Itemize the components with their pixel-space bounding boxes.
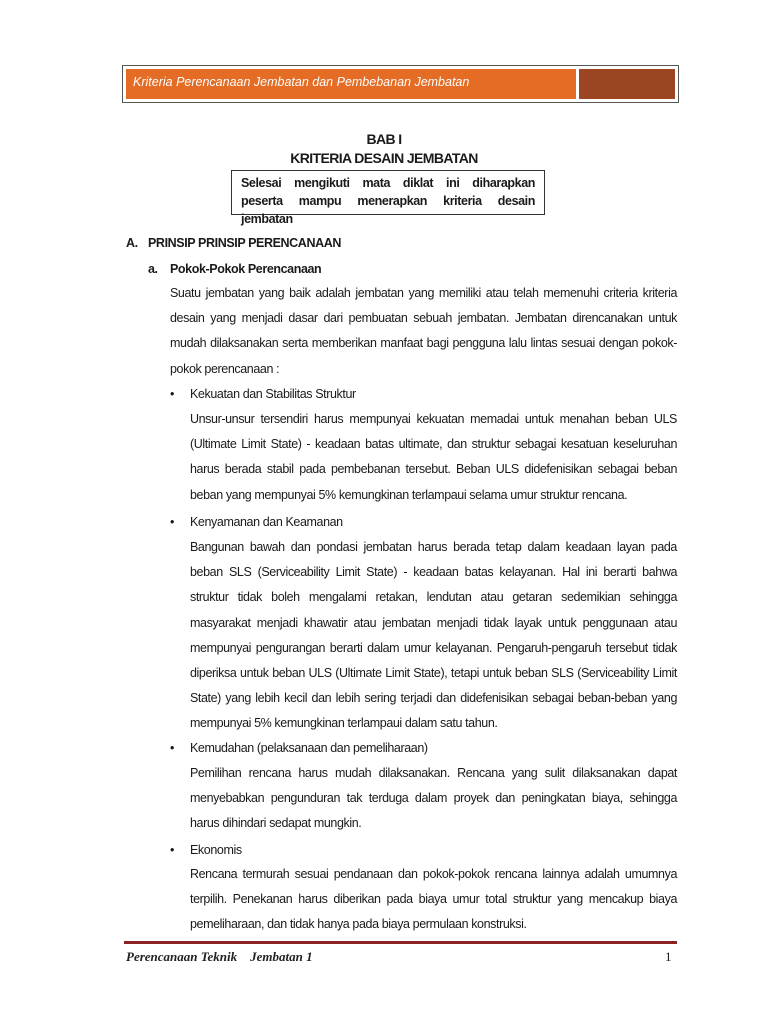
bullet-title: Ekonomis — [190, 843, 242, 857]
footer-course-title: Perencanaan Teknik Jembatan 1 — [126, 949, 313, 964]
section-a-label: A. — [126, 236, 138, 250]
bullet-dot: • — [170, 387, 174, 401]
chapter-title: KRITERIA DESAIN JEMBATAN — [290, 150, 478, 166]
header-title: Kriteria Perencanaan Jembatan dan Pembebanan Jembatan — [133, 75, 470, 89]
header-accent-block — [579, 69, 675, 99]
running-header — [122, 65, 679, 103]
intro-paragraph: Suatu jembatan yang baik adalah jembatan yang memiliki atau telah memenuhi criteria kriteria desain yang menjadi dasar dari pembuatan sebuah jembatan. Jembatan direncanakan untuk mudah dilaksanakan serta memberikan manfaat bagi pengguna lalu lintas sesuai dengan pokok-pokok perencanaan : — [170, 286, 677, 376]
learning-objective-box — [231, 170, 545, 226]
section-a-title: PRINSIP PRINSIP PERENCANAAN — [148, 236, 341, 250]
bullet-paragraph: Pemilihan rencana harus mudah dilaksanakan. Rencana yang sulit dilaksanakan dapat menyebabkan pengunduran tak terduga dalam proyek dan peningkatan biaya, sehingga harus dihindari sedapat mungkin. — [190, 766, 677, 831]
subsection-a-label: a. — [148, 262, 158, 276]
page-number: 1 — [665, 949, 672, 964]
header-title-bar — [126, 69, 576, 99]
bullet-paragraph: Rencana termurah sesuai pendanaan dan pokok-pokok rencana lainnya adalah umumnya terpilih. Penekanan harus diberikan pada biaya umur total struktur yang mencakup biaya pemeliharaan, dan tidak hanya pada biaya permulaan konstruksi. — [190, 867, 677, 932]
bullet-title: Kenyamanan dan Keamanan — [190, 515, 343, 529]
chapter-number: BAB I — [366, 131, 402, 147]
bullet-paragraph: Bangunan bawah dan pondasi jembatan harus berada tetap dalam keadaan layan pada beban SLS (Serviceability Limit State) - keadaan batas kelayanan. Hal ini berarti bahwa struktur tidak boleh mengalami retakan, lendutan atau getaran sedemikian sehingga masyarakat menjadi khawatir atau jembatan menjadi tidak layak untuk penggunaan atau mempunyai pengurangan berarti dalam umur kelayanan. Pengaruh-pengaruh tersebut tidak diperiksa untuk beban ULS (Ultimate Limit State), tetapi untuk beban SLS (Serviceability Limit State) yang lebih kecil dan lebih sering terjadi dan didefenisikan sebagai beban-beban yang mempunyai 5% kemungkinan terlampaui dalam satu tahun. — [190, 540, 677, 731]
bullet-title: Kemudahan (pelaksanaan dan pemeliharaan) — [190, 741, 428, 755]
bullet-dot: • — [170, 515, 174, 529]
objective-line-2: peserta mampu menerapkan kriteria desain jembatan — [241, 194, 535, 226]
bullet-dot: • — [170, 843, 174, 857]
bullet-dot: • — [170, 741, 174, 755]
bullet-paragraph: Unsur-unsur tersendiri harus mempunyai kekuatan memadai untuk menahan beban ULS (Ultimate Limit State) - keadaan batas ultimate, dan struktur sebagai kesatuan keseluruhan harus berada stabil pada pembebanan tersebut. Beban ULS didefenisikan sebagai beban beban yang mempunyai 5% kemungkinan terlampaui selama umur struktur rencana. — [190, 412, 677, 502]
bullet-title: Kekuatan dan Stabilitas Struktur — [190, 387, 356, 401]
footer-rule — [124, 941, 677, 944]
subsection-a-title: Pokok-Pokok Perencanaan — [170, 262, 322, 276]
objective-line-1: Selesai mengikuti mata diklat ini diharapkan — [241, 176, 535, 190]
